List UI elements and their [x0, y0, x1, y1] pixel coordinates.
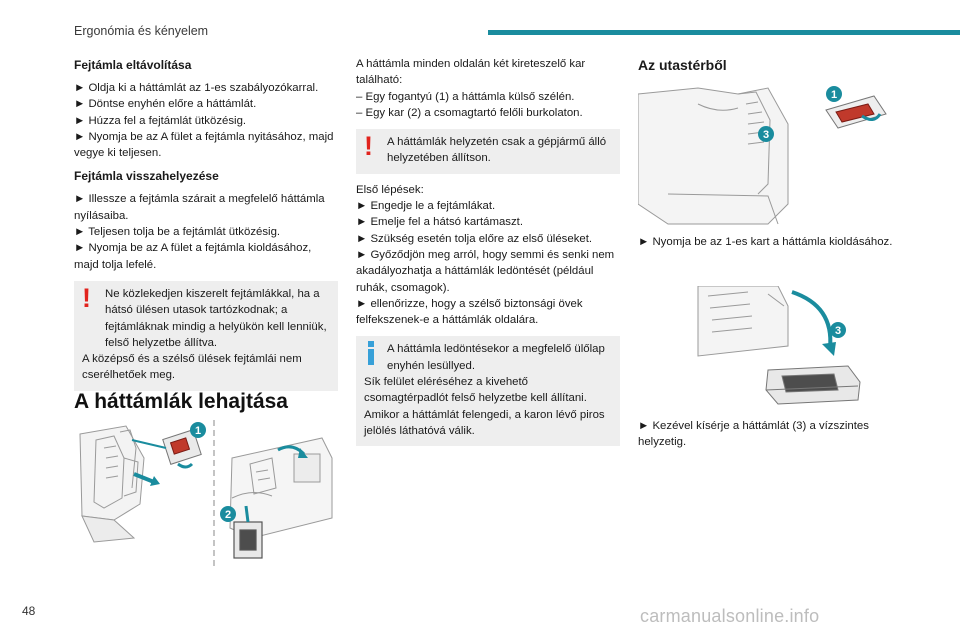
badge-1-label: 1 [830, 89, 838, 101]
intro-line-3: – Egy kar (2) a csomagtartó felőli burkolaton. [356, 106, 583, 119]
warning-text-1: Ne közlekedjen kiszerelt fejtámlákkal, ha a hátsó ülésen utasok tartózkodnak; a fejtámláknak mindig a helyükön kell lenniük, felső helyzetbe állítva. [105, 287, 327, 349]
prep-step-1: ► Engedje le a fejtámlákat. [356, 200, 496, 213]
section-title: Ergonómia és kényelem [74, 24, 209, 38]
prep-step-3: ► Szükség esetén tolja előre az első üléseket. [356, 232, 593, 245]
figure-backrest-fold [638, 286, 888, 418]
watermark: carmanualsonline.info [640, 606, 820, 626]
refit-step-1: ► Illessze a fejtámla szárait a megfelelő háttámla nyílásaiba. [74, 193, 325, 222]
refit-step-3: ► Nyomja be az A fület a fejtámla kioldásához, majd tolja lefelé. [74, 242, 312, 271]
prep-step-4: ► Győződjön meg arról, hogy semmi és senki nem akadályozhatja a háttámlák ledöntését (például ruhák, csomagok). [356, 248, 615, 294]
warning-text-2: A középső és a szélső ülések fejtámlái nem cserélhetőek meg. [82, 353, 302, 382]
warning-note-stationary [356, 129, 620, 174]
info-text-1: A háttámla ledöntésekor a megfelelő ülőlap enyhén lesüllyed. [387, 343, 605, 372]
figure-cabin-lever [638, 84, 888, 232]
heading-headrest-removal: Fejtámla eltávolítása [74, 58, 192, 72]
info-text-2: Sík felület eléréséhez a kivehető csomagtérpadlót felső helyzetbe kell állítani. Amikor a háttámlát felengedi, a karon lévő piros jelölés láthatóvá válik. [364, 376, 605, 437]
badge-3-label: 3 [762, 129, 770, 141]
prep-step-2: ► Emelje fel a hátsó kartámaszt. [356, 216, 524, 229]
badge-1-label: 1 [194, 425, 202, 437]
cabin-seat-illustration-1 [638, 84, 888, 232]
page-number: 48 [22, 604, 36, 618]
page-title: A háttámlák lehajtása [74, 390, 288, 413]
steps-title: Első lépések: [356, 183, 424, 196]
info-icon [366, 341, 376, 367]
info-note-folding [356, 336, 620, 446]
badge-2-label: 2 [224, 509, 232, 521]
intro-line-1: A háttámla minden oldalán két kireteszelő kar található: [356, 58, 586, 87]
cabin-step-2: ► Kezével kísérje a háttámlát (3) a vízszintes helyzetig. [638, 420, 869, 449]
column-2 [356, 56, 620, 446]
trunk-illustration [212, 418, 338, 568]
seat-illustration-1 [74, 418, 208, 568]
warning-icon: ! [82, 282, 91, 313]
figure-trunk-lever [212, 418, 338, 568]
heading-headrest-refit: Fejtámla visszahelyezése [74, 169, 219, 184]
intro-line-2: – Egy fogantyú (1) a háttámla külső szélén. [356, 90, 575, 103]
prep-step-5: ► ellenőrizze, hogy a szélső biztonsági övek felfekszenek-e a háttámlák oldalára. [356, 297, 583, 327]
header-accent-bar [488, 30, 960, 35]
remove-step-3: ► Húzza fel a fejtámlát ütközésig. [74, 114, 247, 127]
badge-3-label: 3 [834, 325, 842, 337]
column-3 [638, 58, 902, 80]
cabin-seat-illustration-2 [638, 286, 888, 418]
warning-icon: ! [364, 131, 373, 162]
remove-step-4: ► Nyomja be az A fület a fejtámla nyitásához, majd vegye ki teljesen. [74, 130, 334, 160]
remove-step-2: ► Döntse enyhén előre a háttámlát. [74, 98, 257, 111]
column-1 [74, 58, 338, 391]
warning-note-headrests [74, 281, 338, 391]
heading-from-cabin: Az utastérből [638, 57, 727, 73]
figure-rear-seat-handle [74, 418, 208, 568]
warning-text-stationary: A háttámlák helyzetén csak a gépjármű álló helyzetében állítson. [387, 136, 607, 165]
cabin-step-1: ► Nyomja be az 1-es kart a háttámla kioldásához. [638, 236, 893, 248]
remove-step-1: ► Oldja ki a háttámlát az 1-es szabályozókarral. [74, 82, 319, 94]
refit-step-2: ► Teljesen tolja be a fejtámlát ütközésig. [74, 226, 281, 239]
